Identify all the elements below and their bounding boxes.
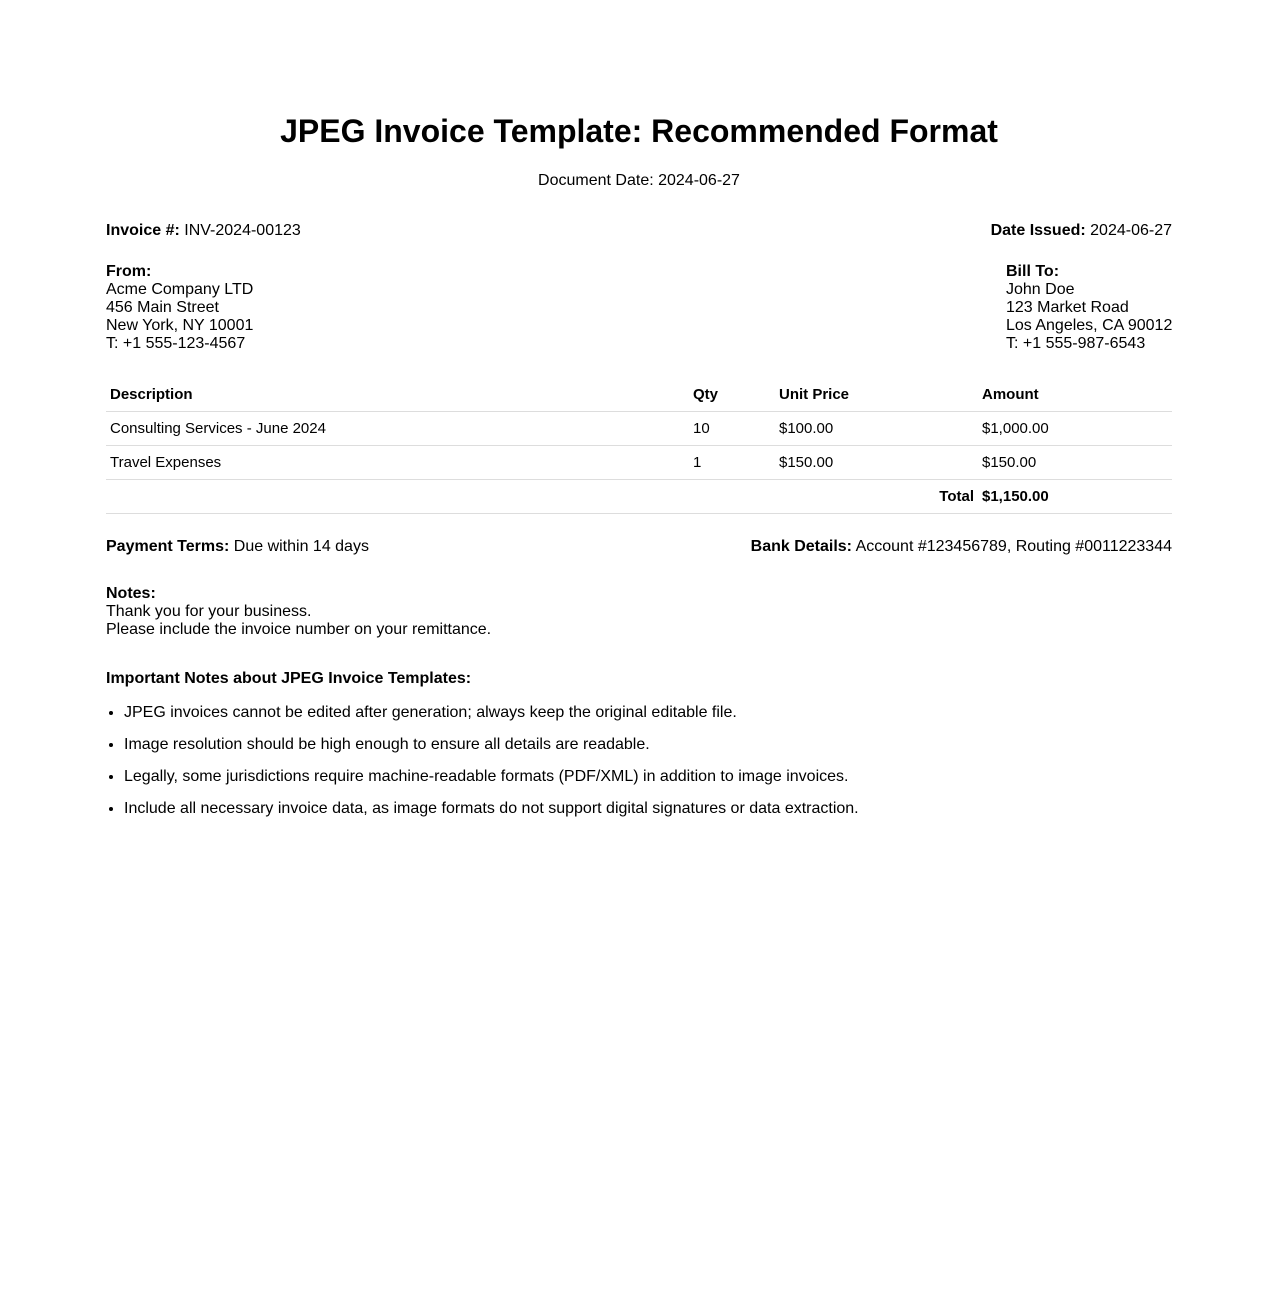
total-value: $1,150.00: [978, 480, 1172, 514]
column-header-qty: Qty: [689, 378, 775, 412]
bank-details: [751, 537, 1172, 556]
list-item: • Image resolution should be high enough to ensure all details are readable.: [124, 735, 859, 754]
list-item: • Legally, some jurisdictions require machine-readable formats (PDF/XML) in addition to image invoices.: [124, 767, 859, 786]
notes-section: [106, 585, 491, 639]
date-issued: [991, 221, 1172, 240]
invoice-number-value: INV-2024-00123: [184, 222, 301, 239]
bill-to-line: John Doe: [1006, 281, 1075, 298]
invoice-number-label: Invoice #:: [106, 222, 180, 239]
from-label: From:: [106, 263, 152, 280]
cell-description: Travel Expenses: [106, 446, 689, 480]
cell-amount: $1,000.00: [978, 412, 1172, 446]
table-header-row: [106, 378, 1172, 412]
bank-details-label: Bank Details:: [750, 538, 853, 555]
date-issued-label: Date Issued:: [990, 222, 1086, 239]
payment-terms: [106, 537, 369, 556]
page-title: JPEG Invoice Template: Recommended Format: [280, 113, 998, 149]
cell-unit-price: $150.00: [775, 446, 978, 480]
list-item: • Include all necessary invoice data, as image formats do not support digital signatures or data extraction.: [124, 799, 859, 818]
cell-unit-price: $100.00: [775, 412, 978, 446]
notes-line: Please include the invoice number on your remittance.: [106, 621, 492, 638]
important-notes-list: [106, 703, 859, 831]
total-row: [106, 480, 1172, 514]
column-header-description: Description: [106, 378, 689, 412]
from-line: T: +1 555-123-4567: [106, 335, 246, 352]
bill-to-address: [1006, 263, 1172, 353]
from-line: Acme Company LTD: [106, 281, 254, 298]
bill-to-label: Bill To:: [1006, 263, 1060, 280]
payment-terms-label: Payment Terms:: [106, 538, 230, 555]
cell-qty: 10: [689, 412, 775, 446]
date-issued-value: 2024-06-27: [1090, 222, 1172, 239]
payment-terms-value: Due within 14 days: [233, 538, 369, 555]
cell-qty: 1: [689, 446, 775, 480]
table-row: [106, 446, 1172, 480]
bill-to-line: T: +1 555-987-6543: [1006, 335, 1146, 352]
from-address: [106, 263, 253, 353]
line-items-table: [106, 378, 1172, 514]
important-notes-title: Important Notes about JPEG Invoice Templates:: [106, 670, 472, 687]
notes-label: Notes:: [106, 585, 156, 602]
notes-line: Thank you for your business.: [106, 603, 312, 620]
bill-to-line: Los Angeles, CA 90012: [1006, 317, 1173, 334]
bill-to-line: 123 Market Road: [1006, 299, 1129, 316]
cell-description: Consulting Services - June 2024: [106, 412, 689, 446]
table-row: [106, 412, 1172, 446]
from-line: 456 Main Street: [106, 299, 219, 316]
invoice-number: [106, 221, 301, 240]
from-line: New York, NY 10001: [106, 317, 254, 334]
column-header-unit-price: Unit Price: [775, 378, 978, 412]
cell-amount: $150.00: [978, 446, 1172, 480]
list-item: • JPEG invoices cannot be edited after generation; always keep the original editable file.: [124, 703, 859, 722]
column-header-amount: Amount: [978, 378, 1172, 412]
total-label: Total: [106, 480, 978, 514]
bank-details-value: Account #123456789, Routing #0011223344: [855, 538, 1172, 555]
document-date: Document Date: 2024-06-27: [538, 172, 740, 189]
